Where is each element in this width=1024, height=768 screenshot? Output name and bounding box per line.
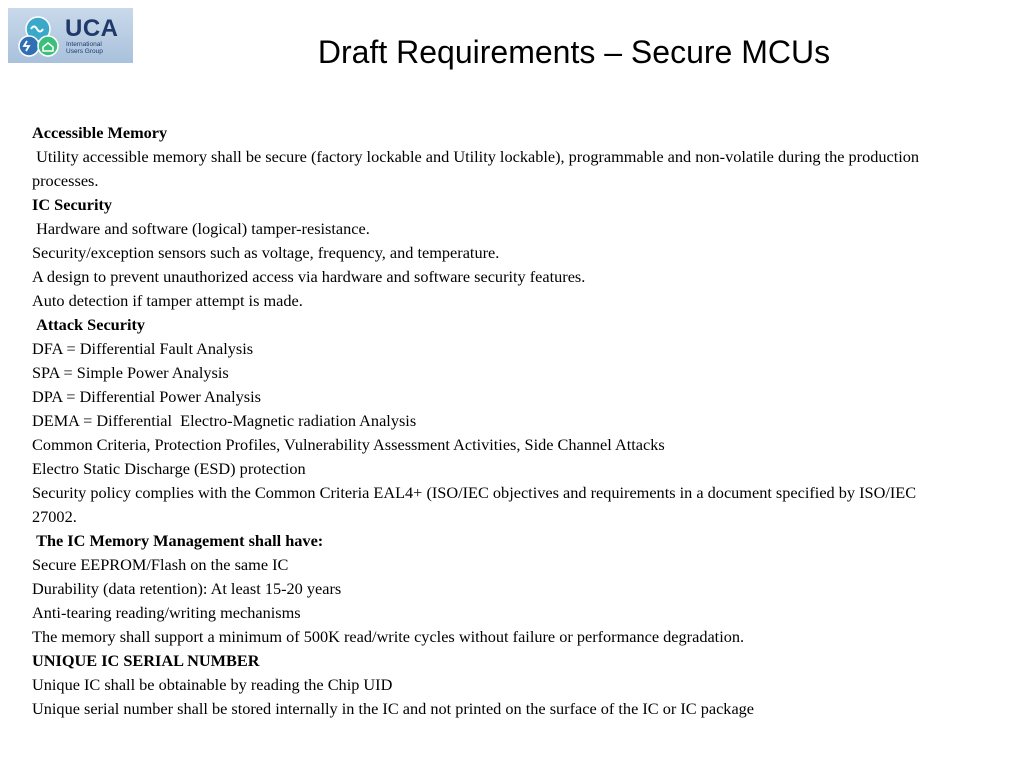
requirements-text (32, 121, 962, 721)
text-line: DEMA = Differential Electro-Magnetic radiation Analysis (32, 411, 417, 430)
logo-brand: UCA (65, 15, 119, 42)
logo-subtitle-line: International (66, 41, 102, 48)
text-line: Electro Static Discharge (ESD) protection (32, 459, 306, 478)
text-line: DPA = Differential Power Analysis (32, 387, 261, 406)
text-line: Hardware and software (logical) tamper-resistance. (32, 219, 370, 238)
text-line: Anti-tearing reading/writing mechanisms (32, 603, 301, 622)
text-line: A design to prevent unauthorized access via hardware and software security features. (32, 267, 586, 286)
text-line: DFA = Differential Fault Analysis (32, 339, 254, 358)
text-line: Security policy complies with the Common Criteria EAL4+ (ISO/IEC objectives and requirements in a document specified by ISO/IEC 27002. (32, 483, 921, 526)
section-heading: Accessible Memory (32, 123, 168, 142)
section-heading: The IC Memory Management shall have: (32, 531, 324, 550)
text-line: The memory shall support a minimum of 500K read/write cycles without failure or performance degradation. (32, 627, 745, 646)
section-heading: UNIQUE IC SERIAL NUMBER (32, 651, 260, 670)
text-line: Utility accessible memory shall be secure (factory lockable and Utility lockable), programmable and non-volatile during the production processes. (32, 147, 924, 190)
section-heading: IC Security (32, 195, 113, 214)
section-heading: Attack Security (32, 315, 146, 334)
text-line: Unique serial number shall be stored internally in the IC and not printed on the surface of the IC or IC package (32, 699, 755, 718)
text-line: Common Criteria, Protection Profiles, Vulnerability Assessment Activities, Side Channel Attacks (32, 435, 665, 454)
text-line: Security/exception sensors such as voltage, frequency, and temperature. (32, 243, 500, 262)
logo-subtitle-line: Users Group (66, 48, 103, 55)
page-title: Draft Requirements – Secure MCUs (317, 34, 831, 70)
text-line: Auto detection if tamper attempt is made. (32, 291, 303, 310)
text-line: SPA = Simple Power Analysis (32, 363, 229, 382)
text-line: Unique IC shall be obtainable by reading the Chip UID (32, 675, 393, 694)
text-line: Durability (data retention): At least 15-20 years (32, 579, 342, 598)
text-line: Secure EEPROM/Flash on the same IC (32, 555, 289, 574)
